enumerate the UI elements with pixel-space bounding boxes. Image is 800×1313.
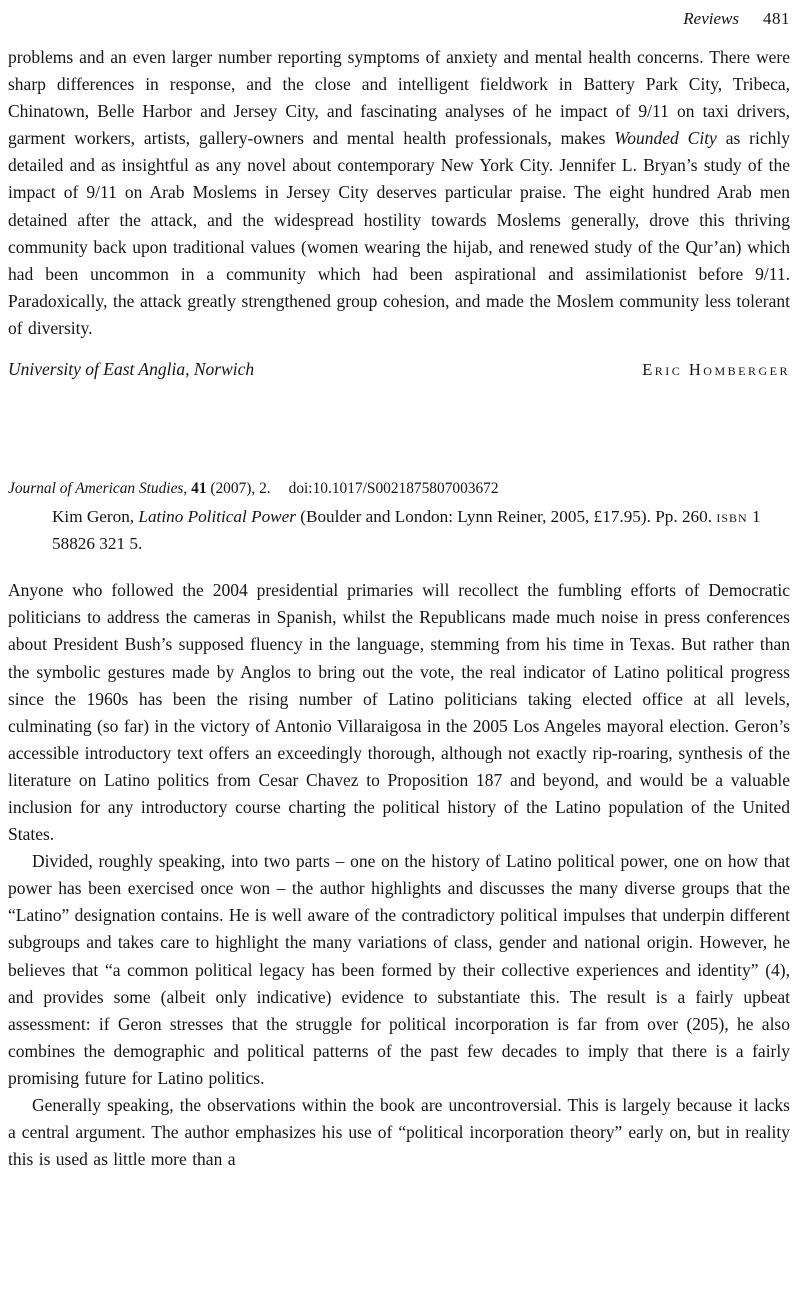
text-segment: 1 58826 321 5.	[52, 507, 761, 554]
review1-paragraph	[8, 44, 790, 342]
journal-citation-line	[8, 477, 790, 501]
text-segment: isbn	[716, 507, 748, 527]
text-segment: 41	[191, 480, 207, 498]
text-segment: Generally speaking, the observations within the book are uncontroversial. This is largely because it lacks a central argument. The author emphasizes his use of “political incorporation theory” early on, but in reality this is used as little more than a	[8, 1095, 790, 1170]
text-segment: ,	[183, 480, 192, 498]
review2-paragraph-3	[8, 1092, 790, 1173]
reviewer-affiliation: University of East Anglia, Norwich	[8, 359, 255, 380]
text-segment: Anyone who followed the 2004 presidential primaries will recollect the fumbling efforts of Democratic politicians to address the cameras in Spanish, whilst the Republicans made much noise in press conferences about President Bush’s supposed fluency in the language, stemming from his time in Texas. But rather than the symbolic gestures made by Anglos to bring out the vote, the real indicator of Latino political progress since the 1960s has been the rising number of Latino politicians taking elected office at all levels, culminating (so far) in the victory of Antonio Villaraigosa in the 2005 Los Angeles mayoral election. Geron’s accessible introductory text offers an exceedingly thorough, although not exactly rip-roaring, synthesis of the literature on Latino politics from Cesar Chavez to Proposition 187 and beyond, and would be a valuable inclusion for any introductory course charting the political history of the Latino population of the United States.	[8, 580, 790, 845]
text-segment: Kim Geron,	[52, 507, 139, 527]
reviewer-name: Eric Homberger	[642, 360, 790, 380]
text-segment: Divided, roughly speaking, into two parts – one on the history of Latino political power, one on how that power has been exercised once won – the author highlights and discusses the many diverse groups that the “Latino” designation contains. He is well aware of the contradictory political impulses that underpin different subgroups and takes care to highlight the many variations of class, gender and national origin. However, he believes that “a common political legacy has been formed by their collective experiences and identity” (4), and provides some (albeit only indicative) evidence to substantiate this. The result is a fairly upbeat assessment: if Geron stresses that the struggle for political incorporation is far from over (205), he also combines the demographic and political patterns of the past few decades to imply that there is a fairly promising future for Latino politics.	[8, 851, 790, 1088]
running-head	[8, 8, 790, 30]
review2-section	[8, 477, 790, 1173]
review2-paragraph-1	[8, 577, 790, 848]
text-segment: problems and an even larger number reporting symptoms of anxiety and mental health concerns. There were sharp differences in response, and the close and intelligent fieldwork in Battery Park City, Tribeca, Chinatown, Belle Harbor and Jersey City, and fascinating analyses of he impact of 9/11 on taxi drivers, garment workers, artists, gallery-owners and mental health professionals, makes	[8, 47, 790, 149]
text-segment: (Boulder and London: Lynn Reiner, 2005, £17.95). Pp. 260.	[295, 507, 717, 527]
page-number: 481	[763, 9, 790, 28]
text-segment: doi:10.1017/S0021875807003672	[288, 480, 499, 498]
review1-signature	[8, 356, 790, 383]
review2-paragraph-2	[8, 848, 790, 1092]
text-segment: Latino Political Power	[138, 507, 296, 527]
text-segment: Wounded City	[614, 128, 717, 149]
text-segment: as richly detailed and as insightful as any novel about contemporary New York City. Jennifer L. Bryan’s study of the impact of 9/11 on Arab Moslems in Jersey City deserves particular praise. The eight hundred Arab men detained after the attack, and the widespread hostility towards Moslems generally, drove this thriving community back upon traditional values (women wearing the hijab, and renewed study of the Qur’an) which had been uncommon in a community which had been aspirational and assimilationist before 9/11. Paradoxically, the attack greatly strengthened group cohesion, and made the Moslem community less tolerant of diversity.	[8, 128, 790, 338]
text-segment: Journal of American Studies	[8, 480, 184, 498]
running-head-section: Reviews	[683, 9, 739, 28]
book-citation	[52, 503, 790, 557]
text-segment: (2007), 2.	[206, 480, 271, 498]
